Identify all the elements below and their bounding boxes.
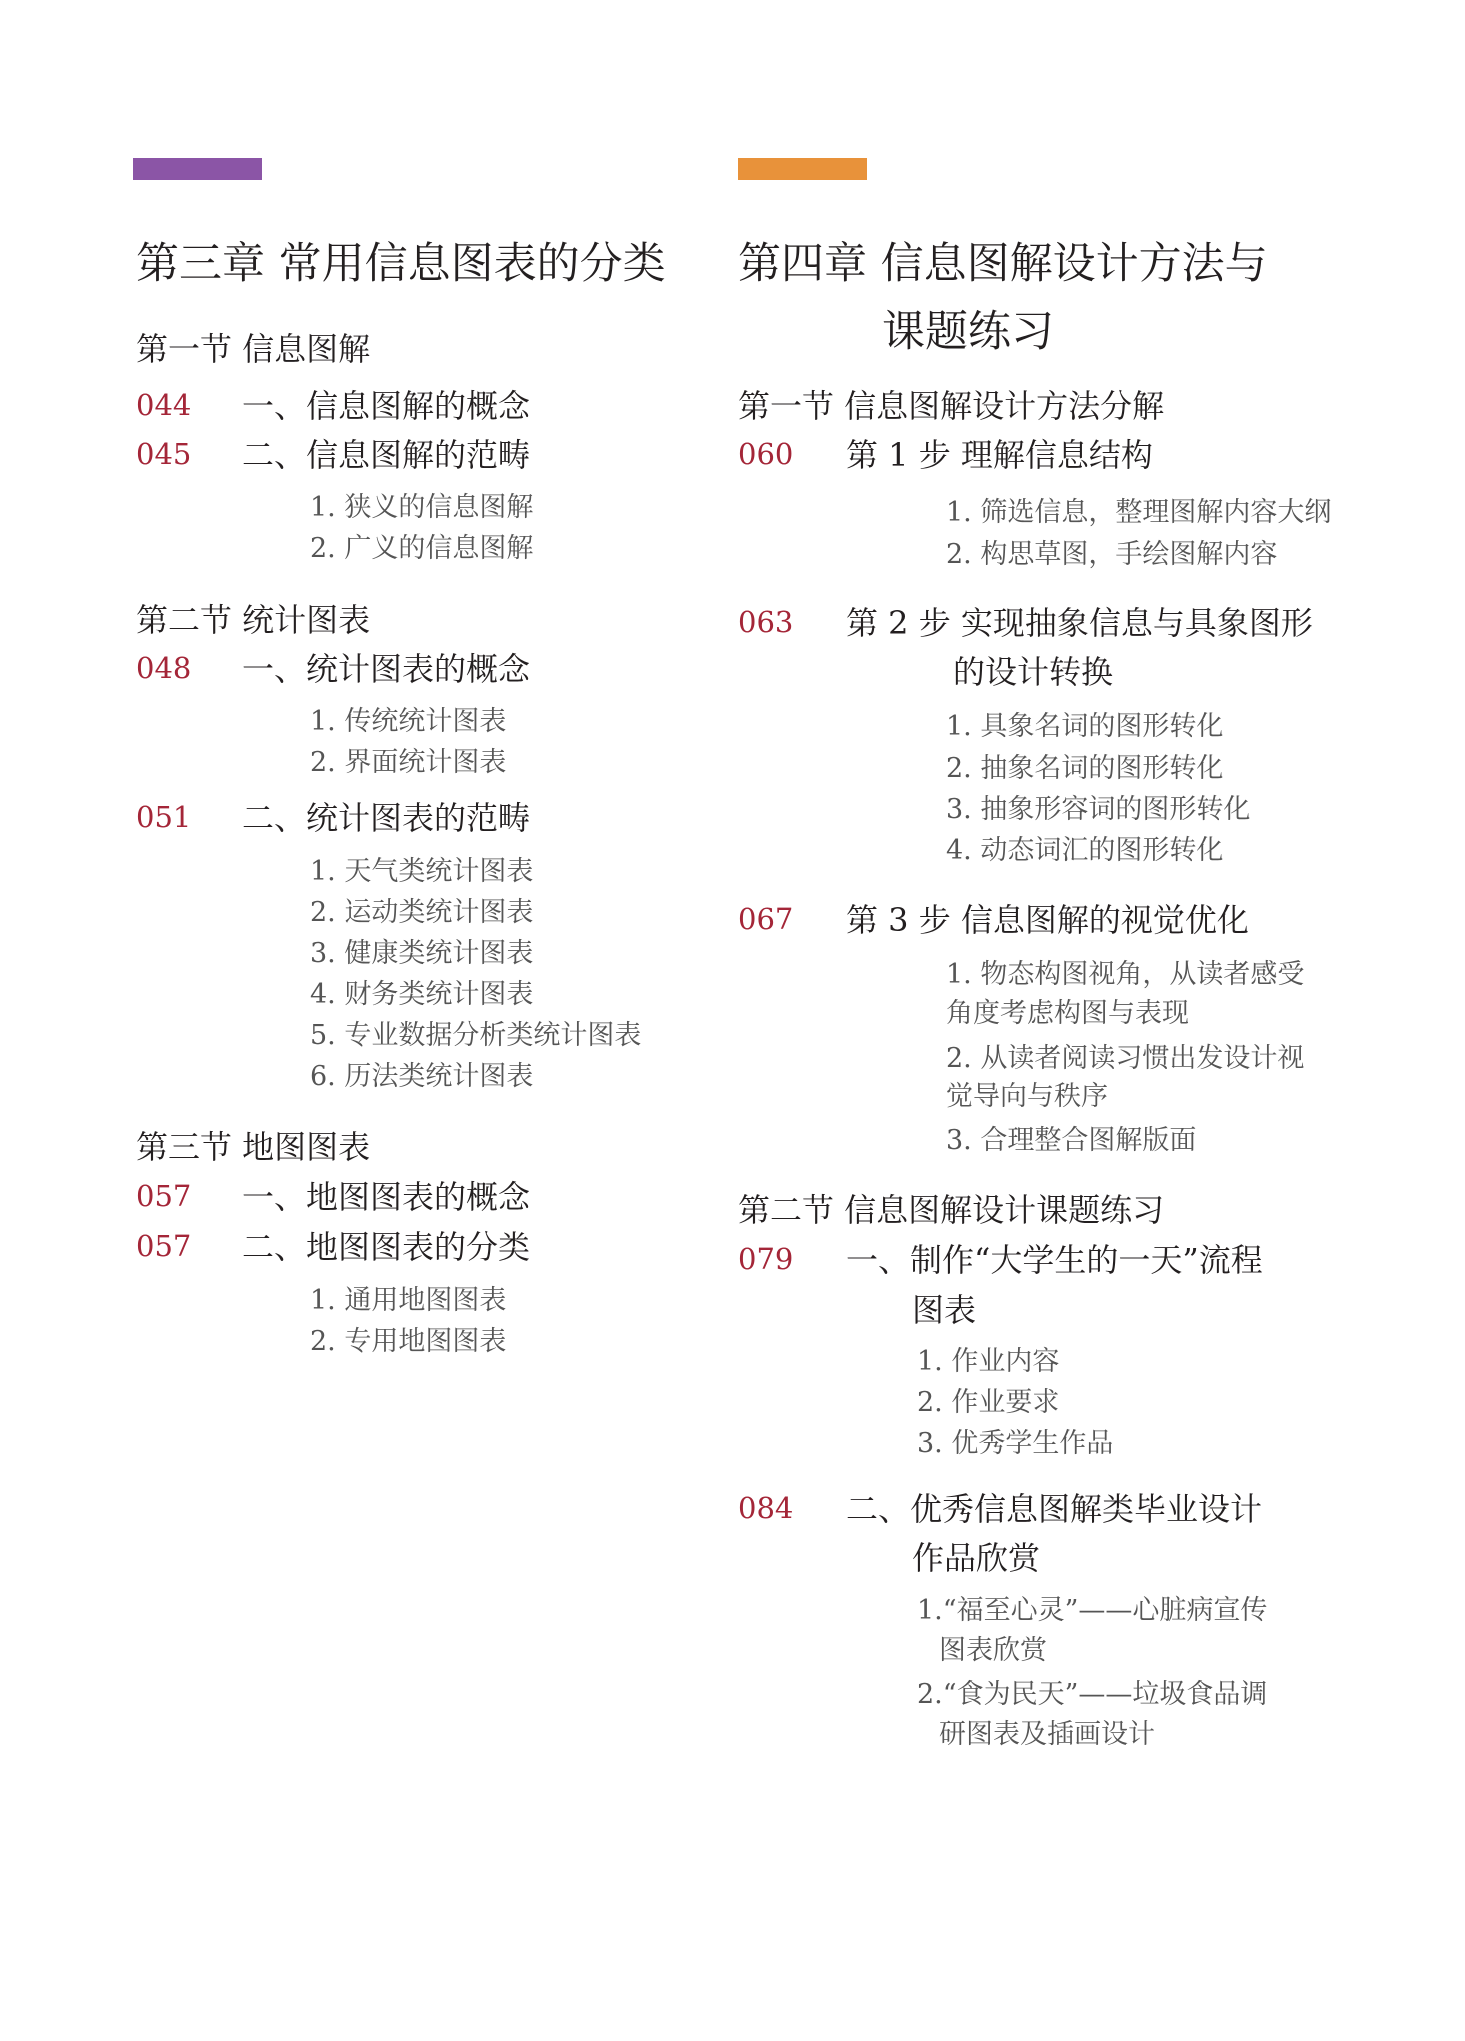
toc-subentry: 1. 具象名词的图形转化 — [946, 711, 1224, 742]
toc-subentry: 3. 抽象形容词的图形转化 — [946, 794, 1251, 825]
toc-subentry: 3. 健康类统计图表 — [310, 938, 534, 969]
toc-subentry: 3. 优秀学生作品 — [917, 1428, 1114, 1459]
toc-subentry: 4. 动态词汇的图形转化 — [946, 835, 1224, 866]
toc-page-number: 063 — [738, 605, 794, 639]
toc-subentry: 2. 作业要求 — [917, 1387, 1060, 1418]
toc-entry-label: 第 1 步 理解信息结构 — [846, 436, 1153, 474]
toc-entry-label: 一、信息图解的概念 — [242, 387, 531, 425]
section-title: 第一节 信息图解 — [136, 330, 371, 368]
toc-entry-label: 第 2 步 实现抽象信息与具象图形 — [846, 604, 1313, 642]
toc-page-number: 067 — [738, 902, 794, 936]
toc-subentry: 3. 合理整合图解版面 — [946, 1125, 1197, 1156]
toc-entry-label: 二、地图图表的分类 — [242, 1228, 531, 1266]
toc-subentry: 1. 作业内容 — [917, 1346, 1060, 1377]
toc-entry-label: 第 3 步 信息图解的视觉优化 — [846, 901, 1249, 939]
toc-page-number: 044 — [136, 388, 192, 422]
toc-subentry-continued: 觉导向与秩序 — [946, 1081, 1108, 1112]
toc-page-number: 079 — [738, 1242, 794, 1276]
toc-entry-label-continued: 图表 — [912, 1291, 977, 1329]
toc-subentry: 2. 界面统计图表 — [310, 747, 507, 778]
toc-entry-label: 一、制作“大学生的一天”流程 — [846, 1241, 1263, 1279]
toc-subentry: 1. 物态构图视角，从读者感受 — [946, 959, 1305, 990]
toc-page-number: 060 — [738, 437, 794, 471]
toc-subentry-continued: 角度考虑构图与表现 — [946, 998, 1189, 1029]
toc-page-number: 051 — [136, 800, 192, 834]
toc-subentry: 2.“食为民天”——垃圾食品调 — [917, 1679, 1268, 1710]
toc-subentry: 2. 从读者阅读习惯出发设计视 — [946, 1043, 1305, 1074]
toc-subentry: 1. 通用地图图表 — [310, 1285, 507, 1316]
toc-entry-label: 二、统计图表的范畴 — [242, 799, 531, 837]
chapter3-title: 第三章 常用信息图表的分类 — [136, 239, 666, 289]
toc-page-number: 057 — [136, 1179, 192, 1213]
toc-subentry: 1. 狭义的信息图解 — [310, 492, 534, 523]
section-title: 第二节 信息图解设计课题练习 — [738, 1191, 1165, 1229]
toc-subentry-continued: 图表欣赏 — [939, 1635, 1047, 1666]
toc-entry-label: 一、统计图表的概念 — [242, 650, 531, 688]
toc-page-number: 048 — [136, 651, 192, 685]
orange-accent-bar — [738, 158, 867, 180]
toc-subentry: 1. 传统统计图表 — [310, 706, 507, 737]
toc-subentry: 1. 天气类统计图表 — [310, 856, 534, 887]
toc-subentry: 2. 运动类统计图表 — [310, 897, 534, 928]
toc-subentry: 2. 广义的信息图解 — [310, 533, 534, 564]
toc-subentry: 2. 构思草图，手绘图解内容 — [946, 539, 1278, 570]
toc-subentry: 2. 抽象名词的图形转化 — [946, 753, 1224, 784]
toc-subentry: 6. 历法类统计图表 — [310, 1061, 534, 1092]
chapter4-title-line2: 课题练习 — [882, 307, 1054, 357]
toc-subentry: 2. 专用地图图表 — [310, 1326, 507, 1357]
section-title: 第二节 统计图表 — [136, 601, 371, 639]
toc-subentry: 5. 专业数据分析类统计图表 — [310, 1020, 642, 1051]
chapter4-title-line1: 第四章 信息图解设计方法与 — [738, 239, 1268, 289]
toc-subentry: 1.“福至心灵”——心脏病宣传 — [917, 1595, 1268, 1626]
toc-entry-label: 二、优秀信息图解类毕业设计 — [846, 1490, 1263, 1528]
toc-subentry: 4. 财务类统计图表 — [310, 979, 534, 1010]
purple-accent-bar — [133, 158, 262, 180]
toc-page-number: 084 — [738, 1491, 794, 1525]
toc-entry-label-continued: 的设计转换 — [953, 653, 1114, 691]
toc-page-number: 057 — [136, 1229, 192, 1263]
toc-entry-label: 二、信息图解的范畴 — [242, 436, 531, 474]
toc-subentry: 1. 筛选信息，整理图解内容大纲 — [946, 497, 1332, 528]
toc-subentry-continued: 研图表及插画设计 — [939, 1719, 1155, 1750]
toc-entry-label: 一、地图图表的概念 — [242, 1178, 531, 1216]
section-title: 第三节 地图图表 — [136, 1128, 371, 1166]
toc-page-number: 045 — [136, 437, 192, 471]
toc-entry-label-continued: 作品欣赏 — [912, 1539, 1041, 1577]
section-title: 第一节 信息图解设计方法分解 — [738, 387, 1165, 425]
